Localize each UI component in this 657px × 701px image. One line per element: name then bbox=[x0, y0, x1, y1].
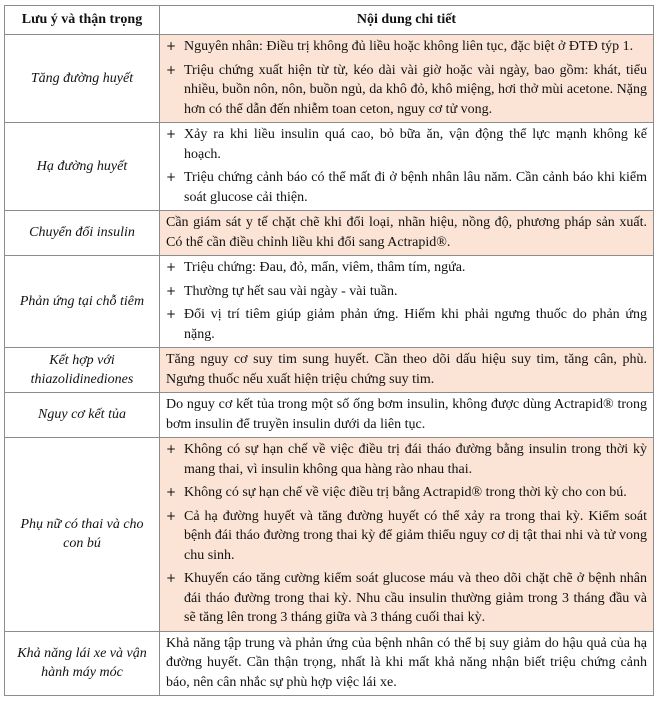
row-text: Do nguy cơ kết tủa trong một số ống bơm insulin, không được dùng Actrapid® trong bơm insulin để truyền insulin dưới da liên tục. bbox=[166, 397, 647, 432]
row-text: Cần giám sát y tế chặt chẽ khi đổi loại, nhãn hiệu, nồng độ, phương pháp sản xuất. Có thể cần điều chỉnh liều khi đổi sang Actrapid®. bbox=[166, 215, 647, 250]
row-label: Hạ đường huyết bbox=[5, 123, 160, 211]
row-content bbox=[160, 631, 654, 696]
row-content bbox=[160, 35, 654, 123]
plus-bullet-icon: + bbox=[166, 170, 177, 184]
row-label: Tăng đường huyết bbox=[5, 35, 160, 123]
list-item: + Không có sự hạn chế về việc điều trị đái tháo đường bằng insulin trong thời kỳ mang thai, vì insulin không qua hàng rào nhau thai. bbox=[166, 442, 647, 477]
list-item: + Triệu chứng xuất hiện từ từ, kéo dài vài giờ hoặc vài ngày, bao gồm: khát, tiểu nhiều, buồn nôn, nôn, buồn ngủ, da khô đỏ, khô miệng, hơi thở mùi acetone. Nặng hơn có thể dẫn đến nhiễm toan ceton, nguy cơ tử vong. bbox=[166, 62, 647, 117]
row-content bbox=[160, 348, 654, 393]
table-row bbox=[5, 123, 654, 211]
plus-bullet-icon: + bbox=[166, 62, 177, 77]
table-row bbox=[5, 35, 654, 123]
table-row bbox=[5, 256, 654, 348]
row-label: Chuyển đổi insulin bbox=[5, 211, 160, 256]
plus-bullet-icon: + bbox=[166, 442, 177, 456]
plus-bullet-icon: + bbox=[166, 485, 177, 499]
list-item: + Cả hạ đường huyết và tăng đường huyết có thể xảy ra trong thai kỳ. Kiểm soát bệnh đái tháo đường trong thai kỳ để giảm thiểu nguy cơ dị tật thai nhi và tử vong chu sinh. bbox=[166, 508, 647, 563]
row-label: Phụ nữ có thai và cho con bú bbox=[5, 438, 160, 632]
list-item: + Triệu chứng cảnh báo có thể mất đi ở bệnh nhân lâu năm. Cần cảnh báo khi kiểm soát glucose cải thiện. bbox=[166, 170, 647, 205]
table-row bbox=[5, 348, 654, 393]
list-item: + Xảy ra khi liều insulin quá cao, bỏ bữa ăn, vận động thể lực mạnh không kế hoạch. bbox=[166, 127, 647, 162]
list-item: + Thường tự hết sau vài ngày - vài tuần. bbox=[166, 282, 647, 302]
list-item: + Không có sự hạn chế về việc điều trị bằng Actrapid® trong thời kỳ cho con bú. bbox=[166, 483, 647, 503]
table-row bbox=[5, 438, 654, 632]
plus-bullet-icon: + bbox=[166, 283, 177, 298]
table-row bbox=[5, 631, 654, 696]
row-text: Khả năng tập trung và phản ứng của bệnh nhân có thể bị suy giảm do hậu quả của hạ đường huyết. Cần thận trọng, nhất là khi mất khả năng nhận biết triệu chứng cảnh báo, nên cân nhắc sự phù hợp việc lái xe. bbox=[166, 635, 647, 690]
precautions-table bbox=[4, 5, 654, 696]
row-label: Khả năng lái xe và vận hành máy móc bbox=[5, 631, 160, 696]
plus-bullet-icon: + bbox=[166, 39, 177, 53]
list-item: + Đổi vị trí tiêm giúp giảm phản ứng. Hiếm khi phải ngưng thuốc do phản ứng nặng. bbox=[166, 307, 647, 342]
row-content bbox=[160, 438, 654, 632]
list-item: + Triệu chứng: Đau, đỏ, mẩn, viêm, thâm tím, ngứa. bbox=[166, 258, 647, 278]
row-content bbox=[160, 393, 654, 438]
header-precautions: Lưu ý và thận trọng bbox=[5, 6, 160, 35]
table-row bbox=[5, 393, 654, 438]
table-row bbox=[5, 211, 654, 256]
row-label: Phản ứng tại chỗ tiêm bbox=[5, 256, 160, 348]
list-item: + Khuyến cáo tăng cường kiểm soát glucose máu và theo dõi chặt chẽ ở bệnh nhân đái tháo đường trong thai kỳ. Nhu cầu insulin thường giảm trong 3 tháng đầu và sẽ tăng lên trong 3 tháng giữa và 3 tháng cuối thai kỳ. bbox=[166, 571, 647, 625]
plus-bullet-icon: + bbox=[166, 571, 177, 585]
plus-bullet-icon: + bbox=[166, 307, 177, 321]
plus-bullet-icon: + bbox=[166, 508, 177, 523]
header-details: Nội dung chi tiết bbox=[160, 6, 654, 35]
plus-bullet-icon: + bbox=[166, 127, 177, 141]
row-content bbox=[160, 256, 654, 348]
list-item: + Nguyên nhân: Điều trị không đủ liều hoặc không liên tục, đặc biệt ở ĐTĐ týp 1. bbox=[166, 37, 647, 57]
plus-bullet-icon: + bbox=[166, 260, 177, 274]
row-label: Nguy cơ kết tủa bbox=[5, 393, 160, 438]
table-header-row bbox=[5, 6, 654, 35]
row-text: Tăng nguy cơ suy tim sung huyết. Cần theo dõi dấu hiệu suy tim, tăng cân, phù. Ngưng thuốc nếu xuất hiện triệu chứng suy tim. bbox=[166, 352, 647, 387]
row-label: Kết hợp với thiazolidinediones bbox=[5, 348, 160, 393]
row-content bbox=[160, 123, 654, 211]
row-content bbox=[160, 211, 654, 256]
